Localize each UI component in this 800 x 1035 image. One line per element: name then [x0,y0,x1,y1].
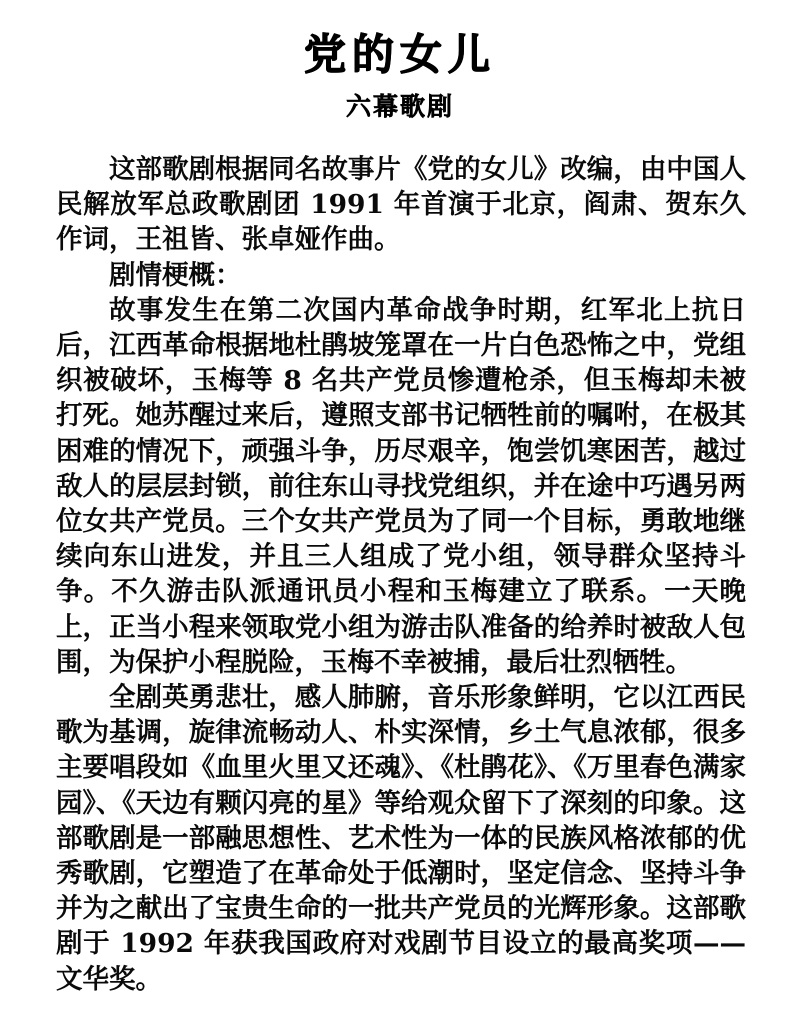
paragraph-appraisal: 全剧英勇悲壮，感人肺腑，音乐形象鲜明，它以江西民歌为基调，旋律流畅动人、朴实深情，乡土气息浓郁，很多主要唱段如《血里火里又还魂》、《杜鹃花》、《万里春色满家园》、《天边有颗闪亮的星》等给观众留下了深刻的印象。这部歌剧是一部融思想性、艺术性为一体的民族风格浓郁的优秀歌剧，它塑造了在革命处于低潮时，坚定信念、坚持斗争并为之献出了宝贵生命的一批共产党员的光辉形象。这部歌剧于 1992 年获我国政府对戏剧节目设立的最高奖项——文华奖。 [56,682,746,995]
paragraph-intro: 这部歌剧根据同名故事片《党的女儿》改编，由中国人民解放军总政歌剧团 1991 年首演于北京，阎肃、贺东久作词，王祖皆、张卓娅作曲。 [56,154,746,256]
page-subtitle: 六幕歌剧 [345,92,454,121]
page-title: 党的女儿 [303,30,496,79]
paragraph-synopsis: 故事发生在第二次国内革命战争时期，红军北上抗日后，江西革命根据地杜鹃坡笼罩在一片白色恐怖之中，党组织被破坏，玉梅等 8 名共产党员惨遭枪杀，但玉梅却未被打死。她苏醒过来后，遵照支部书记牺牲前的嘱咐，在极其困难的情况下，顽强斗争，历尽艰辛，饱尝饥寒困苦，越过敌人的层层封锁，前往东山寻找党组织，并在途中巧遇另两位女共产党员。三个女共产党员为了同一个目标，勇敢地继续向东山进发，并且三人组成了党小组，领导群众坚持斗争。不久游击队派通讯员小程和玉梅建立了联系。一天晚上，正当小程来领取党小组为游击队准备的给养时被敌人包围，为保护小程脱险，玉梅不幸被捕，最后壮烈牺牲。 [56,294,746,678]
body-text-column [56,152,746,997]
synopsis-heading: 剧情梗概： [109,259,242,291]
title-block [0,0,800,124]
